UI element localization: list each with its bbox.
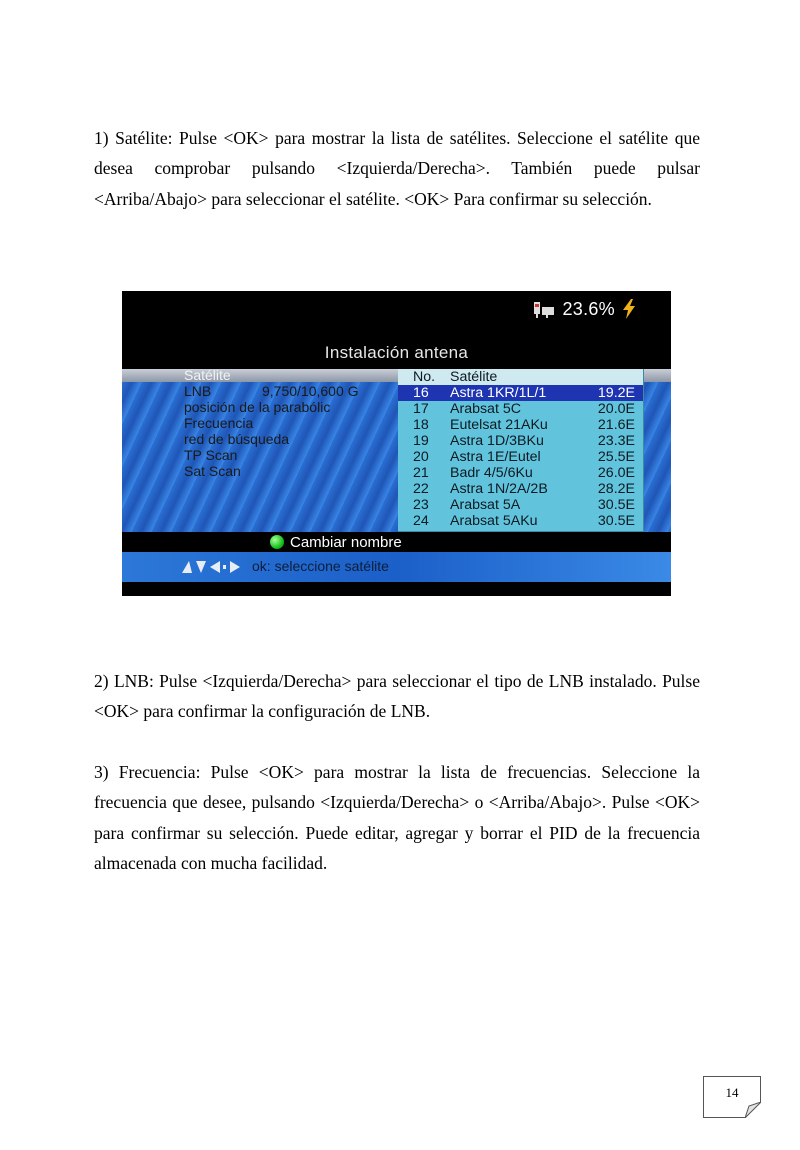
satellite-row[interactable] [398,417,643,433]
satellite-number: 19 [413,433,429,449]
satellite-name: Arabsat 5A [450,497,521,513]
paragraph-lnb: 2) LNB: Pulse <Izquierda/Derecha> para seleccionar el tipo de LNB instalado. Pulse <OK> para confirmar la configuración de LNB. [94,671,700,722]
satellite-longitude: 26.0E [597,465,635,481]
green-key-label: Cambiar nombre [290,533,402,551]
menu-item[interactable] [184,383,359,399]
satellite-row[interactable] [398,513,643,529]
satellite-longitude: 19.2E [597,385,635,401]
satellite-list-header-row [398,369,643,385]
menu-item[interactable] [184,431,330,447]
page-curl-icon [745,1102,761,1118]
satellite-row[interactable] [398,481,643,497]
green-key-hint [270,532,402,552]
satellite-name: Astra 1N/2A/2B [450,481,548,497]
satellite-longitude: 30.5E [597,513,635,529]
satellite-name: Eutelsat 21AKu [450,417,548,433]
satellite-longitude: 28.2E [597,481,635,497]
satellite-longitude: 25.5E [597,449,635,465]
header-no: No. [413,369,436,385]
satellite-row-selected[interactable] [398,385,643,401]
tv-screenshot [122,291,671,596]
antenna-signal-icon [532,299,556,319]
satellite-row[interactable] [398,449,643,465]
menu-item-label: TP Scan [184,447,238,463]
menu-item[interactable] [184,463,330,479]
menu-item-label: red de búsqueda [184,431,290,447]
satellite-number: 17 [413,401,429,417]
help-bar [122,552,671,582]
paragraph-frecuencia: 3) Frecuencia: Pulse <OK> para mostrar la lista de frecuencias. Seleccione la frecuencia que desee, pulsando <Izquierda/Derecha> o <Arriba/Abajo>. Pulse <OK> para confirmar su selección. Puede editar, agregar y borrar el PID de la frecuencia almacenada con mucha facilidad. [94,762,700,873]
satellite-longitude: 21.6E [597,417,635,433]
satellite-longitude: 20.0E [597,401,635,417]
signal-strength-value: 23.6% [562,298,615,319]
menu-item[interactable] [184,399,330,415]
satellite-name: Badr 4/5/6Ku [450,465,533,481]
satellite-list-popup [398,369,644,532]
menu-item[interactable] [184,415,330,431]
lightning-icon [621,299,637,319]
menu-item[interactable] [184,367,330,383]
settings-menu [184,367,359,479]
satellite-number: 21 [413,465,429,481]
satellite-longitude: 30.5E [597,497,635,513]
satellite-row[interactable] [398,433,643,449]
lnb-value: 9,750/10,600 G [262,383,359,399]
menu-item-label: Frecuencia [184,415,254,431]
satellite-number: 20 [413,449,429,465]
satellite-number: 23 [413,497,429,513]
satellite-name: Astra 1E/Eutel [450,449,541,465]
page-number-box [703,1076,761,1118]
menu-item-label: posición de la parabólic [184,399,331,415]
satellite-row[interactable] [398,497,643,513]
screen-title: Instalación antena [324,343,469,362]
paragraph-satelite: 1) Satélite: Pulse <OK> para mostrar la lista de satélites. Seleccione el satélite que desea comprobar pulsando <Izquierda/Derecha>. También puede pulsar <Arriba/Abajo> para seleccionar el satélite. <OK> Para confirmar su selección. [94,128,700,209]
satellite-name: Astra 1D/3BKu [450,433,544,449]
satellite-name: Astra 1KR/1L/1 [450,385,547,401]
satellite-number: 16 [413,385,429,401]
satellite-number: 22 [413,481,429,497]
header-name: Satélite [450,369,498,385]
page-number: 14 [725,1085,739,1100]
menu-item-label: Satélite [184,367,231,383]
satellite-row[interactable] [398,401,643,417]
help-text: ok: seleccione satélite [252,558,389,574]
satellite-name: Arabsat 5AKu [450,513,538,529]
arrow-keys-icon [182,560,246,574]
menu-item-label: LNB [184,383,212,399]
status-bar [532,297,637,321]
satellite-row[interactable] [398,465,643,481]
satellite-longitude: 23.3E [597,433,635,449]
menu-item-label: Sat Scan [184,463,241,479]
menu-item[interactable] [184,447,330,463]
satellite-number: 24 [413,513,429,529]
satellite-name: Arabsat 5C [450,401,521,417]
satellite-number: 18 [413,417,429,433]
green-button-icon[interactable] [270,535,284,549]
